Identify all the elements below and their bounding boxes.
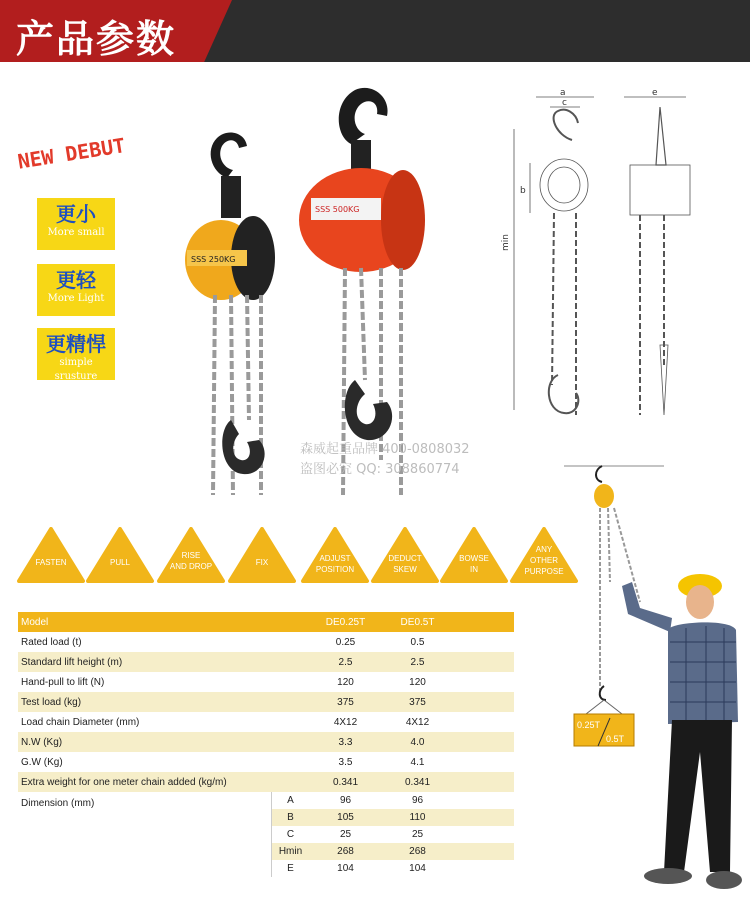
table-row xyxy=(18,692,514,712)
table-row xyxy=(18,752,514,772)
row-value-2: 268 xyxy=(382,843,454,860)
row-value-1: 2.5 xyxy=(310,652,382,672)
row-value-2: 2.5 xyxy=(382,652,454,672)
function-pull xyxy=(86,527,154,583)
row-value-2: 0.5 xyxy=(382,632,454,652)
feature-en: More Light xyxy=(47,293,105,304)
row-label: Load chain Diameter (mm) xyxy=(18,712,310,732)
row-value-1: 96 xyxy=(310,792,382,809)
row-value-2: 104 xyxy=(382,860,454,877)
small-hoist-plate: SSS 250KG xyxy=(191,255,236,264)
row-value-2: 25 xyxy=(382,826,454,843)
function-label: FASTEN xyxy=(35,558,67,567)
dimension-sub: Hmin xyxy=(271,843,310,860)
row-value-2: 4X12 xyxy=(382,712,454,732)
dim-label-min: min xyxy=(501,234,511,251)
row-label: Extra weight for one meter chain added (kg/m) xyxy=(18,772,310,792)
row-label: G.W (Kg) xyxy=(18,752,310,772)
row-value-2: 110 xyxy=(382,809,454,826)
load-box-right: 0.5T xyxy=(606,734,625,744)
function-label: PURPOSE xyxy=(524,567,564,576)
row-value-1: 104 xyxy=(310,860,382,877)
function-label: RISE xyxy=(181,551,201,560)
page-title: 产品参数 xyxy=(16,17,177,61)
table-row xyxy=(18,792,514,809)
row-value-1: 105 xyxy=(310,809,382,826)
dimension-label: Dimension (mm) xyxy=(18,792,271,877)
feature-lighter xyxy=(37,264,115,316)
function-label: OTHER xyxy=(530,556,558,565)
watermark-line1: 森威起重品牌 400-0808032 xyxy=(300,442,470,457)
table-header-label: Model xyxy=(18,612,310,632)
row-label: N.W (Kg) xyxy=(18,732,310,752)
row-value-1: 3.3 xyxy=(310,732,382,752)
function-deduct-skew xyxy=(371,527,439,583)
dimension-sub: B xyxy=(271,809,310,826)
table-row xyxy=(18,772,514,792)
row-value-1: 0.25 xyxy=(310,632,382,652)
row-value-1: 375 xyxy=(310,692,382,712)
feature-en: simple srusture xyxy=(54,357,98,382)
dim-label-e: e xyxy=(652,88,658,98)
dimension-sub: A xyxy=(271,792,310,809)
row-value-2: 4.0 xyxy=(382,732,454,752)
row-value-1: 4X12 xyxy=(310,712,382,732)
feature-smaller xyxy=(37,198,115,250)
dimension-sub: E xyxy=(271,860,310,877)
dimension-sub: C xyxy=(271,826,310,843)
row-value-1: 3.5 xyxy=(310,752,382,772)
function-label: ADJUST xyxy=(319,554,351,563)
row-value-1: 0.341 xyxy=(310,772,382,792)
function-label: SKEW xyxy=(393,565,417,574)
function-label: BOWSE xyxy=(459,554,489,563)
row-value-1: 25 xyxy=(310,826,382,843)
row-value-2: 4.1 xyxy=(382,752,454,772)
function-rise-and-drop xyxy=(157,527,225,583)
function-label: POSITION xyxy=(315,565,355,574)
function-label: FIX xyxy=(255,558,269,567)
row-label: Hand-pull to lift (N) xyxy=(18,672,310,692)
dim-label-b: b xyxy=(520,186,526,196)
function-label: DEDUCT xyxy=(388,554,422,563)
hoist-product-image xyxy=(175,80,440,500)
row-value-2: 375 xyxy=(382,692,454,712)
table-row xyxy=(18,652,514,672)
function-label: PULL xyxy=(109,558,130,567)
table-header-model-1: DE0.25T xyxy=(310,612,382,632)
function-fix xyxy=(228,527,296,583)
row-value-2: 120 xyxy=(382,672,454,692)
row-value-1: 120 xyxy=(310,672,382,692)
table-header-model-2: DE0.5T xyxy=(382,612,454,632)
function-fasten xyxy=(17,527,85,583)
load-box-left: 0.25T xyxy=(577,720,601,730)
feature-cn: 更精悍 xyxy=(46,332,106,356)
dim-label-c: c xyxy=(562,98,567,108)
dim-label-a: a xyxy=(560,88,566,98)
function-label: AND DROP xyxy=(169,562,213,571)
table-row xyxy=(18,672,514,692)
row-value-2: 96 xyxy=(382,792,454,809)
watermark-line2: 盗图必究 QQ: 308860774 xyxy=(300,462,460,477)
table-row xyxy=(18,632,514,652)
feature-en: More small xyxy=(47,227,105,238)
dimension-drawing xyxy=(500,85,700,435)
row-value-2: 0.341 xyxy=(382,772,454,792)
function-label: IN xyxy=(470,565,478,574)
big-hoist-plate: SSS 500KG xyxy=(315,205,360,214)
feature-cn: 更小 xyxy=(56,202,96,226)
table-header-row xyxy=(18,612,514,632)
yellow-hoist xyxy=(185,132,275,495)
row-label: Rated load (t) xyxy=(18,632,310,652)
feature-compact xyxy=(37,328,115,380)
feature-cn: 更轻 xyxy=(56,268,96,292)
function-bowse-in xyxy=(440,527,508,583)
row-label: Test load (kg) xyxy=(18,692,310,712)
red-hoist xyxy=(299,88,425,495)
spec-table xyxy=(18,612,514,877)
table-row xyxy=(18,712,514,732)
function-adjust-position xyxy=(301,527,369,583)
new-debut-badge: NEW DEBUT xyxy=(16,133,127,174)
function-label: ANY xyxy=(535,545,553,554)
table-row xyxy=(18,732,514,752)
row-label: Standard lift height (m) xyxy=(18,652,310,672)
row-value-1: 268 xyxy=(310,843,382,860)
worker-illustration xyxy=(560,462,745,902)
